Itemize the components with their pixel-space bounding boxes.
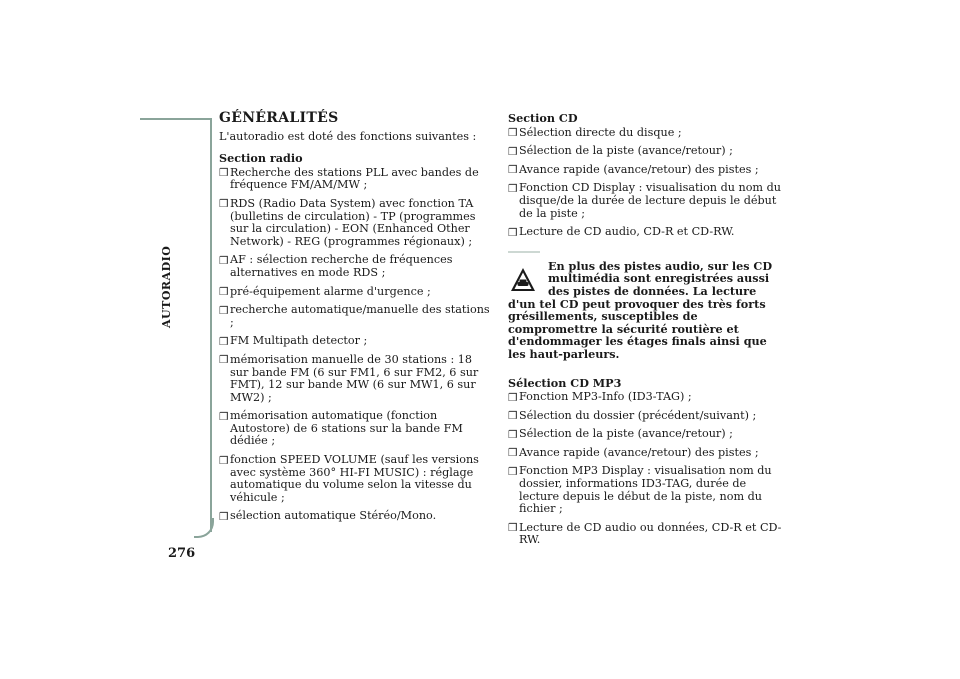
checkbox-bullet-icon: ❒ xyxy=(508,428,518,441)
radio-section-title: Section radio xyxy=(219,151,303,166)
checkbox-bullet-icon: ❒ xyxy=(508,226,518,239)
list-item: ❒ mémorisation automatique (fonction Autostore) de 6 stations sur la bande FM dédiée ; xyxy=(219,409,463,448)
list-item: ❒ Avance rapide (avance/retour) des pistes ; xyxy=(508,162,759,177)
warning-rule xyxy=(508,251,540,253)
list-item: ❒ Sélection du dossier (précédent/suivant) ; xyxy=(508,408,757,423)
list-item: ❒ AF : sélection recherche de fréquences alternatives en mode RDS ; xyxy=(219,253,453,279)
list-item: ❒ FM Multipath detector ; xyxy=(219,334,368,348)
list-item: ❒ Lecture de CD audio, CD-R et CD-RW. xyxy=(508,225,735,239)
margin-rule-corner xyxy=(194,518,214,538)
list-item: ❒ Recherche des stations PLL avec bandes de fréquence FM/AM/MW ; xyxy=(219,165,479,192)
list-item: ❒ Sélection directe du disque ; xyxy=(508,125,682,140)
cd-section-title: Section CD xyxy=(508,111,578,125)
list-item: ❒ Sélection de la piste (avance/retour) ; xyxy=(508,427,733,441)
checkbox-bullet-icon: ❒ xyxy=(508,182,518,195)
list-item: ❒ Sélection de la piste (avance/retour) ; xyxy=(508,144,733,158)
margin-rule-top xyxy=(140,118,212,120)
warning-text: En plus des pistes audio, sur les CD multimédia sont enregistrées aussi des pistes de données. La lecture d'un tel CD peut provoquer des très forts grésillements, susceptibles de compromettre la sécurité routière et d'endommager les étages finals ainsi que les haut-parleurs. xyxy=(508,258,773,361)
list-item: ❒ Avance rapide (avance/retour) des pistes ; xyxy=(508,445,759,460)
warning-block xyxy=(508,257,786,361)
checkbox-bullet-icon: ❒ xyxy=(508,410,518,423)
checkbox-bullet-icon: ❒ xyxy=(508,127,518,140)
checkbox-bullet-icon: ❒ xyxy=(508,391,518,404)
checkbox-bullet-icon: ❒ xyxy=(219,304,229,317)
warning-triangle-icon xyxy=(510,267,536,293)
checkbox-bullet-icon: ❒ xyxy=(508,465,518,478)
checkbox-bullet-icon: ❒ xyxy=(508,164,518,177)
list-item: ❒ pré-équipement alarme d'urgence ; xyxy=(219,284,431,299)
margin-rule xyxy=(210,120,212,532)
list-item: ❒ Lecture de CD audio ou données, CD-R et CD-RW. xyxy=(508,520,782,547)
left-column xyxy=(219,112,491,529)
intro-text: L'autoradio est doté des fonctions suivantes : xyxy=(219,129,477,143)
checkbox-bullet-icon: ❒ xyxy=(219,286,229,299)
list-item: ❒ Fonction MP3 Display : visualisation nom du dossier, informations ID3-TAG, durée de lecture depuis le début de la piste, nom du fichier ; xyxy=(508,464,772,516)
cd-feature-list xyxy=(508,127,786,239)
radio-feature-list xyxy=(219,167,491,523)
list-item: ❒ recherche automatique/manuelle des stations ; xyxy=(219,303,490,329)
checkbox-bullet-icon: ❒ xyxy=(219,198,229,211)
checkbox-bullet-icon: ❒ xyxy=(219,167,229,180)
checkbox-bullet-icon: ❒ xyxy=(508,447,518,460)
checkbox-bullet-icon: ❒ xyxy=(508,145,518,158)
section-label: AUTORADIO xyxy=(160,245,173,328)
checkbox-bullet-icon: ❒ xyxy=(219,410,229,423)
list-item: ❒ mémorisation manuelle de 30 stations : 18 sur bande FM (6 sur FM1, 6 sur FM2, 6 sur FMT), 12 sur bande MW (6 sur MW1, 6 sur MW2) ; xyxy=(219,352,479,404)
page-title: GÉNÉRALITÉS xyxy=(219,110,339,126)
checkbox-bullet-icon: ❒ xyxy=(508,522,518,535)
mp3-feature-list xyxy=(508,391,786,547)
checkbox-bullet-icon: ❒ xyxy=(219,354,229,367)
right-column xyxy=(508,112,786,553)
list-item: ❒ sélection automatique Stéréo/Mono. xyxy=(219,509,437,523)
list-item: ❒ Fonction CD Display : visualisation du nom du disque/de la durée de lecture depuis le début de la piste ; xyxy=(508,181,781,220)
page-number: 276 xyxy=(168,546,196,561)
checkbox-bullet-icon: ❒ xyxy=(219,510,229,523)
checkbox-bullet-icon: ❒ xyxy=(219,454,229,467)
list-item: ❒ RDS (Radio Data System) avec fonction TA (bulletins de circulation) - TP (programmes sur la circulation) - EON (Enhanced Other Network) - REG (programmes régionaux) ; xyxy=(219,196,476,248)
list-item: ❒ Fonction MP3-Info (ID3-TAG) ; xyxy=(508,390,692,404)
mp3-section-title: Sélection CD MP3 xyxy=(508,375,622,390)
checkbox-bullet-icon: ❒ xyxy=(219,335,229,348)
list-item: ❒ fonction SPEED VOLUME (sauf les versions avec système 360° HI-FI MUSIC) : réglage automatique du volume selon la vitesse du véhicule ; xyxy=(219,453,479,504)
checkbox-bullet-icon: ❒ xyxy=(219,254,229,267)
